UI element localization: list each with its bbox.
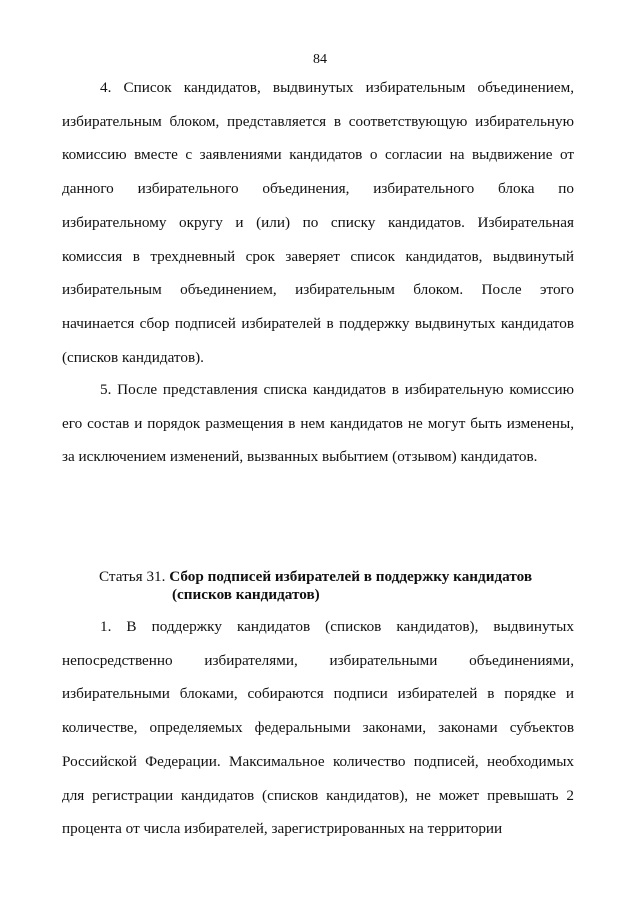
article-title: Сбор подписей избирателей в поддержку кандидатов <box>169 568 533 585</box>
paragraph-4: 4. Список кандидатов, выдвинутых избирательным объединением, избирательным блоком, представляется в соответствующую избирательную комиссию вместе с заявлениями кандидатов о согласии на выдвижение от данного избирательного объединения, избирательного блока по избирательному округу и (или) по списку кандидатов. Избирательная комиссия в трехдневный срок заверяет список кандидатов, выдвинутый избирательным объединением, избирательным блоком. После этого начинается сбор подписей избирателей в поддержку выдвинутых кандидатов (списков кандидатов). <box>62 79 574 366</box>
paragraph-5: 5. После представления списка кандидатов в избирательную комиссию его состав и порядок размещения в нем кандидатов не могут быть изменены, за исключением изменений, вызванных выбытием (отзывом) кандидатов. <box>62 381 574 466</box>
article-heading <box>99 568 579 604</box>
page-number: 84 <box>313 52 327 67</box>
article-label: Статья 31. <box>99 568 166 585</box>
article-paragraph-1: 1. В поддержку кандидатов (списков кандидатов), выдвинутых непосредственно избирателями, избирательными объединениями, избирательными блоками, собираются подписи избирателей в порядке и количестве, определяемых федеральными законами, законами субъектов Российской Федерации. Максимальное количество подписей, необходимых для регистрации кандидатов (списков кандидатов), не может превышать 2 процента от числа избирателей, зарегистрированных на территории <box>62 618 574 838</box>
article-title-continued: (списков кандидатов) <box>172 586 320 603</box>
